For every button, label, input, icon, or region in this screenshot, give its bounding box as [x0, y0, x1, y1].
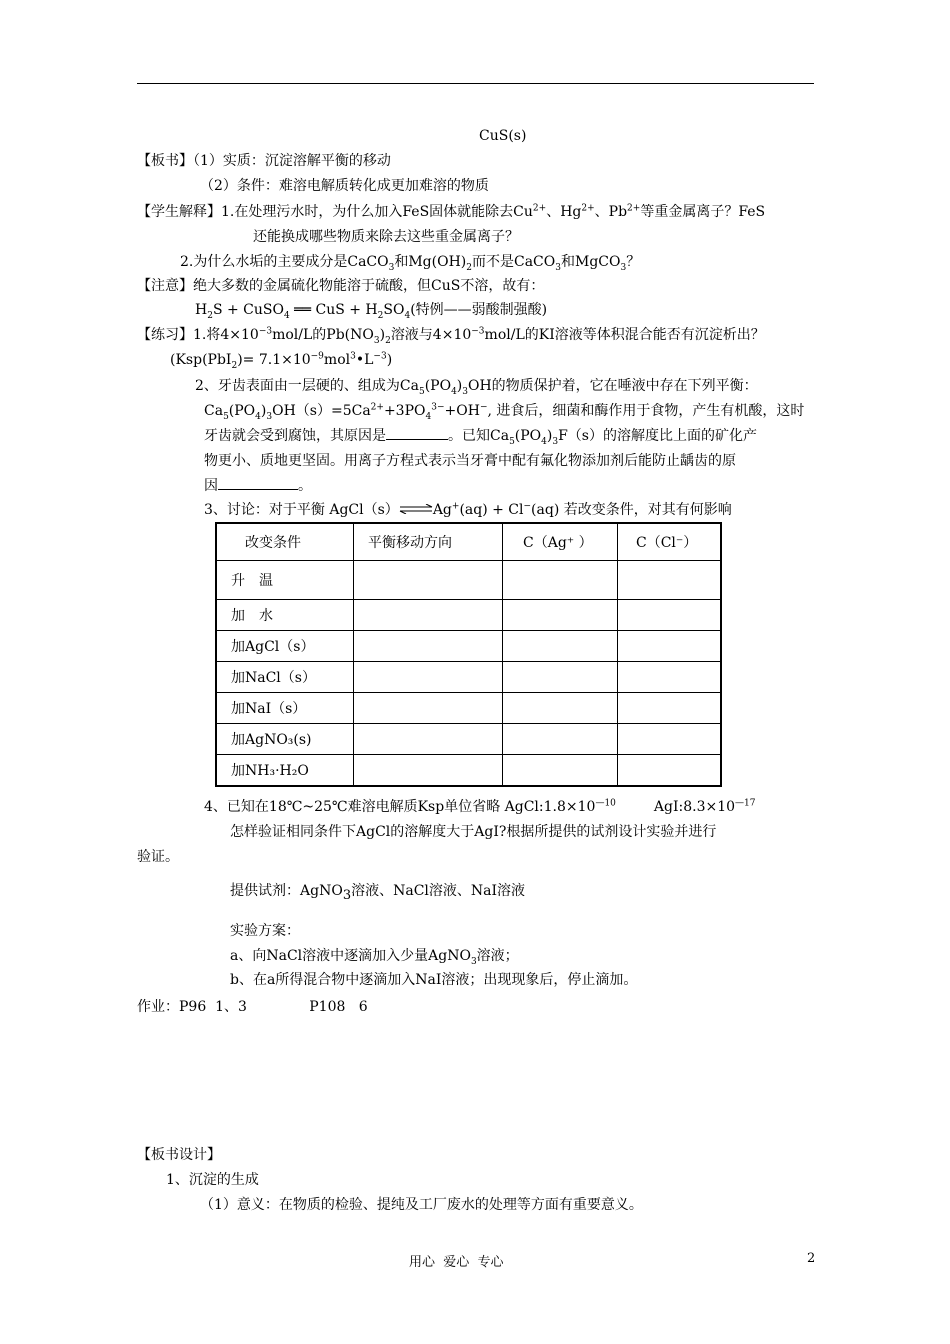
text: 、Hg [546, 204, 582, 220]
text: ) [386, 352, 393, 368]
text: 作业：P96 1、3 P108 6 [137, 999, 368, 1015]
table-header: 改变条件 [216, 523, 354, 561]
table-cell [503, 600, 618, 631]
equation-line [195, 300, 547, 320]
sub: 3 [373, 335, 380, 346]
banshu-line-1 [137, 151, 391, 171]
text: 牙齿就会受到腐蚀，其原因是 [204, 428, 386, 444]
text: H [195, 302, 208, 318]
text: (特例——弱酸制强酸) [410, 302, 548, 318]
text: 1.将4×10 [193, 327, 259, 343]
table-cell [503, 755, 618, 787]
text: (aq) + Cl [459, 502, 524, 518]
answer-blank-1[interactable] [386, 427, 448, 440]
exercise4-line-3 [137, 847, 179, 867]
text: 、Pb [594, 204, 628, 220]
text: •L [355, 352, 374, 368]
sup: − [479, 402, 488, 413]
text: SO [383, 302, 405, 318]
student-explain-line-1 [137, 202, 765, 222]
text: 和MgCO [560, 254, 621, 270]
student-explain-line-2 [253, 227, 519, 247]
text: ) [379, 327, 386, 343]
sub: 3 [470, 956, 477, 967]
table-cell [354, 631, 503, 662]
homework-line [137, 997, 368, 1017]
footer-text: 用心 爱心 专心 [409, 1255, 504, 1270]
text: 绝大多数的金属硫化物能溶于硫酸，但CuS不溶，故有： [193, 278, 545, 294]
text: mol/L的Pb(NO [272, 327, 374, 343]
sub: 3 [266, 411, 273, 422]
sup: −3 [471, 326, 485, 337]
sup: 3 [350, 351, 356, 362]
text: mol [323, 352, 351, 368]
text: 因 [204, 478, 218, 494]
text: b、在a所得混合物中逐滴加入NaI溶液；出现现象后，停止滴加。 [230, 972, 638, 988]
text: 1、沉淀的生成 [166, 1172, 259, 1188]
table-cell: 加 水 [216, 600, 354, 631]
sub: 4 [541, 436, 547, 447]
table-row [216, 693, 721, 724]
sub: 2 [377, 310, 384, 321]
plan-label-line [230, 921, 300, 941]
text: mol/L的KI溶液等体积混合能否有沉淀析出？ [484, 327, 765, 343]
header-rule [137, 83, 814, 84]
text: 验证。 [137, 849, 179, 865]
table-cell [618, 693, 722, 724]
text: 怎样验证相同条件下AgCl的溶解度大于AgI?根据所提供的试剂设计实验并进行 [230, 824, 717, 840]
table-row [216, 755, 721, 787]
sup: − [523, 501, 532, 512]
table-cell [354, 561, 503, 600]
table-cell [354, 755, 503, 787]
banshu-line-2 [200, 176, 489, 196]
table-cell [503, 724, 618, 755]
text: 等重金属离子？FeS [640, 204, 766, 220]
banshu-item-2: （2）条件：难溶电解质转化成更加难溶的物质 [200, 178, 489, 194]
sub: 4 [283, 310, 290, 321]
exercise2-line-2 [204, 401, 804, 421]
text: ？ [626, 254, 641, 270]
text: +3PO [383, 403, 426, 419]
table-cell [354, 600, 503, 631]
sub: 3 [552, 436, 559, 447]
text: 溶液； [476, 948, 519, 964]
text: AgI:8.3×10 [653, 799, 736, 815]
table-cell [354, 662, 503, 693]
sup: −3 [258, 326, 273, 337]
exercise2-line-3 [204, 426, 757, 446]
text: 而不是CaCO [472, 254, 556, 270]
sub: 5 [418, 386, 425, 397]
text: 2.为什么水垢的主要成分是CaCO [180, 254, 389, 270]
plan-step-b [230, 970, 637, 990]
sup: −3 [373, 351, 387, 362]
exercise-line-1 [137, 325, 765, 345]
sup: 2+ [532, 203, 547, 214]
text: S + CuSO [212, 302, 284, 318]
sub: 2 [466, 262, 472, 273]
sup: 2+ [581, 203, 595, 214]
text: ) [546, 428, 553, 444]
board-design-label [137, 1145, 221, 1165]
text: +OH [444, 403, 480, 419]
text: 溶液与4×10 [390, 327, 472, 343]
note-label: 【注意】 [137, 278, 193, 294]
sub: 3 [555, 262, 561, 273]
board-design-item-2 [200, 1195, 643, 1215]
text: 还能换成哪些物质来除去这些重金属离子？ [253, 229, 519, 245]
board-design-item-1 [166, 1170, 259, 1190]
text: 【板书设计】 [137, 1147, 221, 1163]
cus-line [479, 126, 526, 146]
text: (PO [514, 428, 542, 444]
exercise-label: 【练习】 [137, 327, 193, 343]
exercise3-line [204, 500, 732, 520]
cus-text: CuS(s) [479, 128, 527, 144]
table-row [216, 600, 721, 631]
text: (Ksp(PbI [170, 352, 232, 368]
table-cell: 加AgNO₃(s) [216, 724, 354, 755]
student-explain-line-3 [180, 252, 640, 272]
text: ) [260, 403, 267, 419]
sub: 5 [223, 411, 229, 422]
answer-blank-2[interactable] [218, 477, 298, 490]
table-header: 平衡移动方向 [354, 523, 503, 561]
table-cell [354, 693, 503, 724]
sub: 5 [509, 436, 515, 447]
text: Ca [204, 403, 224, 419]
table-cell [503, 662, 618, 693]
text: 3、讨论：对于平衡 AgCl（s） [204, 502, 399, 518]
text: )= 7.1×10 [237, 352, 311, 368]
banshu-label: 【板书】 [137, 153, 193, 169]
text: (aq) 若改变条件，对其有何影响 [531, 502, 732, 518]
reagents-line [230, 881, 525, 901]
exercise2-line-5 [204, 476, 312, 496]
text: （1）意义：在物质的检验、提纯及工厂废水的处理等方面有重要意义。 [200, 1197, 643, 1213]
sup: —10 [595, 798, 616, 809]
text: 。已知Ca [448, 428, 510, 444]
exercise4-line-2 [230, 822, 716, 842]
table-row [216, 724, 721, 755]
text: 1.在处理污水时，为什么加入FeS固体就能除去Cu [221, 204, 533, 220]
exercise2-line-4 [204, 451, 736, 471]
table-row [216, 561, 721, 600]
sup: + [451, 501, 460, 512]
text: OH的物质保护着，它在唾液中存在下列平衡： [468, 378, 758, 394]
text: 溶液、NaCl溶液、NaI溶液 [351, 883, 526, 899]
table-cell: 升 温 [216, 561, 354, 600]
text: a、向NaCl溶液中逐滴加入少量AgNO [230, 948, 471, 964]
text: ══ CuS + H [289, 302, 378, 318]
text: 2、牙齿表面由一层硬的、组成为Ca [195, 378, 419, 394]
exercise2-line-1 [195, 376, 758, 396]
table-cell [354, 724, 503, 755]
table-cell [618, 600, 722, 631]
sub: 2 [385, 335, 391, 346]
table-cell: 加NH₃·H₂O [216, 755, 354, 787]
text: (PO [228, 403, 256, 419]
text: 4、已知在18℃~25℃难溶电解质Ksp单位省略 AgCl:1.8×10 [204, 799, 596, 815]
table-cell: 加AgCl（s） [216, 631, 354, 662]
text: 实验方案： [230, 923, 300, 939]
condition-table [215, 522, 722, 787]
sup: 2+ [370, 402, 384, 413]
table-cell [618, 755, 722, 787]
sub: 3 [342, 887, 352, 903]
banshu-item-1: （1）实质：沉淀溶解平衡的移动 [193, 153, 391, 169]
table-cell [503, 631, 618, 662]
table-cell [618, 561, 722, 600]
sup: 2+ [627, 203, 641, 214]
sup: —17 [735, 798, 756, 809]
text: OH（s）=5Ca [272, 403, 371, 419]
table-cell: 加NaI（s） [216, 693, 354, 724]
sub: 3 [462, 386, 468, 397]
text: Ag [432, 502, 452, 518]
table-cell [503, 693, 618, 724]
table-cell [618, 631, 722, 662]
equilibrium-arrow-icon [399, 500, 433, 520]
sub: 4 [451, 386, 457, 397]
note-line [137, 276, 544, 296]
sub: 3 [388, 262, 395, 273]
text: 。 [298, 478, 312, 494]
table-cell [618, 724, 722, 755]
exercise4-line-1 [204, 797, 755, 817]
table-row [216, 662, 721, 693]
text: (PO [424, 378, 452, 394]
text: , 进食后，细菌和酶作用于食物，产生有机酸，这时 [487, 403, 805, 419]
sub: 4 [255, 411, 261, 422]
student-explain-label: 【学生解释】 [137, 204, 221, 220]
text: F（s）的溶解度比上面的矿化产 [558, 428, 757, 444]
text: ) [456, 378, 463, 394]
sub: 4 [404, 310, 411, 321]
sub: 3 [620, 262, 627, 273]
table-cell [503, 561, 618, 600]
table-cell [618, 662, 722, 693]
sub: 2 [207, 310, 213, 321]
table-row [216, 631, 721, 662]
sub: 4 [425, 411, 432, 422]
sup: −9 [310, 351, 324, 362]
sup: 3− [431, 402, 445, 413]
sub: 2 [231, 360, 238, 371]
table-header: C（Cl⁻） [618, 523, 722, 561]
exercise-line-2 [170, 350, 392, 370]
text: 和Mg(OH) [394, 254, 467, 270]
page-number: 2 [807, 1251, 816, 1266]
table-header-row [216, 523, 721, 561]
text: 提供试剂：AgNO [230, 883, 343, 899]
plan-step-a [230, 946, 519, 966]
table-cell: 加NaCl（s） [216, 662, 354, 693]
text: 物更小、质地更坚固。用离子方程式表示当牙膏中配有氟化物添加剂后能防止龋齿的原 [204, 453, 736, 469]
table-header: C（Ag⁺ ） [503, 523, 618, 561]
